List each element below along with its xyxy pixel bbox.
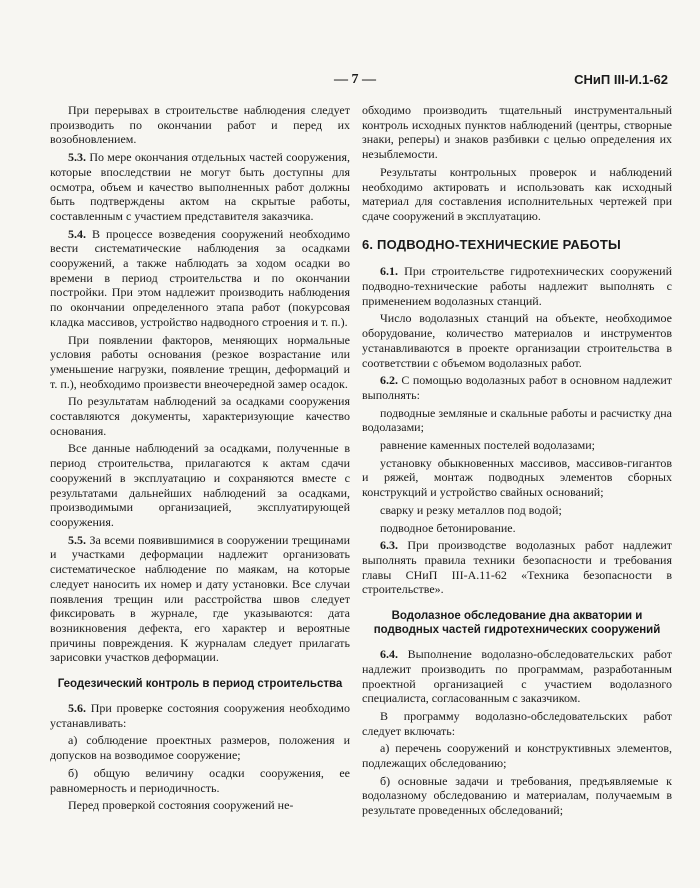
- clause-text: При проверке состояния сооружения необходимо устанавливать:: [50, 701, 350, 730]
- right-column: [362, 103, 672, 821]
- paragraph: Число водолазных станций на объекте, необходимое оборудование, количество материалов и инструментов устанавливаются в проекте организации строительства в соответствии с объемом водолазных работ.: [362, 311, 672, 370]
- list-item: установку обыкновенных массивов, массивов-гигантов и ряжей, монтаж подводных элементов сборных конструкций и устройство свайных оснований;: [362, 455, 672, 500]
- clause-text: С помощью водолазных работ в основном надлежит выполнять:: [362, 373, 672, 402]
- paragraph: При появлении факторов, меняющих нормальные условия работы основания (резкое возрастание или уменьшение нагрузки, появление трещин, деформаций и т. п.), необходимо произвести внеочередной замер осадок.: [50, 332, 350, 391]
- clause-number: 5.3.: [68, 150, 86, 165]
- paragraph-6-1: [362, 264, 672, 308]
- clause-number: 5.5.: [68, 532, 86, 547]
- list-item: равнение каменных постелей водолазами;: [380, 438, 595, 453]
- paragraph-6-4: [362, 647, 672, 706]
- clause-number: 6.2.: [380, 373, 398, 388]
- section-title: 6. ПОДВОДНО-ТЕХНИЧЕСКИЕ РАБОТЫ: [362, 236, 621, 252]
- clause-text: В процессе возведения сооружений необходимо вести систематические наблюдения за осадками сооружений, а также наблюдать за ходом осадки во времени в период строительства и по окончании постройки. При этом надлежит производить наблюдения по окончании определенного этапа работ (покурсовая кладка массивов, устройство надводного строения и т. п.).: [50, 226, 350, 329]
- document-code: СНиП III-И.1-62: [574, 72, 668, 87]
- paragraph-5-3: [50, 150, 350, 224]
- paragraph: Все данные наблюдений за осадками, полученные в период строительства, прилагаются к актам сдачи сооружений в эксплуатацию и сохраняются вместе с результатами дальнейших наблюдений за осадками, производимыми организацией, эксплуатирующей сооружения.: [50, 441, 350, 529]
- paragraph-6-3: [362, 538, 672, 597]
- clause-number: 6.4.: [380, 647, 398, 662]
- paragraph-5-5: [50, 533, 350, 665]
- paragraph: При перерывах в строительстве наблюдения следует производить по окончании работ и перед их возобновлением.: [50, 103, 350, 147]
- paragraph: По результатам наблюдений за осадками сооружения составляются документы, характеризующие качество основания.: [50, 394, 350, 438]
- clause-number: 6.3.: [380, 538, 398, 553]
- clause-text: За всеми появившимися в сооружении трещинами и участками деформации надлежит организовать систематическое наблюдение по маякам, на которые следует наносить их номер и дату установки. Все случаи появления трещин или расстройства швов следует фиксировать в журнале, где указываются: дата возникновения дефекта, его характер и вероятные причины повреждения. К журналам следует прилагать зарисовки участков деформации.: [50, 532, 350, 665]
- list-item: сварку и резку металлов под водой;: [380, 502, 562, 517]
- paragraph: обходимо производить тщательный инструментальный контроль исходных пунктов наблюдений (центры, створные знаки, реперы) и знаков разбивки с целью определения их незыблемости.: [362, 103, 672, 162]
- clause-number: 6.1.: [380, 264, 398, 279]
- list-item: подводные земляные и скальные работы и расчистку дна водолазами;: [362, 405, 672, 435]
- page-number: — 7 —: [334, 72, 376, 87]
- paragraph: Результаты контрольных проверок и наблюдений необходимо актировать и использовать как исходный материал для составления исполнительных чертежей при сдаче сооружений в эксплуатацию.: [362, 164, 672, 223]
- clause-text: По мере окончания отдельных частей сооружения, которые впоследствии не могут быть доступны для осмотра, объем и качество выполненных работ должны быть подтверждены актом на скрытые работы, составленным с участием представителя заказчика.: [50, 150, 350, 223]
- clause-number: 5.4.: [68, 226, 86, 241]
- list-item: а) соблюдение проектных размеров, положения и допусков на возводимое сооружение;: [50, 733, 350, 763]
- list-item: подводное бетонирование.: [380, 520, 516, 535]
- list-item: б) общую величину осадки сооружения, ее равномерность и периодичность.: [50, 765, 350, 795]
- paragraph-6-2: [362, 373, 672, 402]
- subsection-heading: Геодезический контроль в период строительства: [57, 678, 343, 691]
- list-item: а) перечень сооружений и конструктивных элементов, подлежащих обследованию;: [362, 741, 672, 771]
- clause-number: 5.6.: [68, 701, 86, 716]
- paragraph-5-6: [50, 701, 350, 730]
- paragraph: В программу водолазно-обследовательских работ следует включать:: [362, 708, 672, 738]
- left-column: [50, 103, 350, 816]
- paragraph: Перед проверкой состояния сооружений не-: [68, 798, 294, 813]
- paragraph-5-4: [50, 227, 350, 330]
- subsection-heading: Водолазное обследование дна акватории и подводных частей гидротехнических сооружений: [373, 610, 661, 637]
- clause-text: При производстве водолазных работ надлежит выполнять правила техники безопасности и требования главы СНиП III-А.11-62 «Техника безопасности в строительстве».: [362, 538, 672, 597]
- clause-text: Выполнение водолазно-обследовательских работ надлежит производить по программам, разработанным проектной организацией с участием водолазного специалиста, согласованным с заказчиком.: [362, 647, 672, 706]
- list-item: б) основные задачи и требования, предъявляемые к водолазному обследованию и материалам, получаемым в результате проведенных обследований;: [362, 773, 672, 818]
- clause-text: При строительстве гидротехнических сооружений подводно-технические работы надлежит выполнять с применением водолазных станций.: [362, 264, 672, 308]
